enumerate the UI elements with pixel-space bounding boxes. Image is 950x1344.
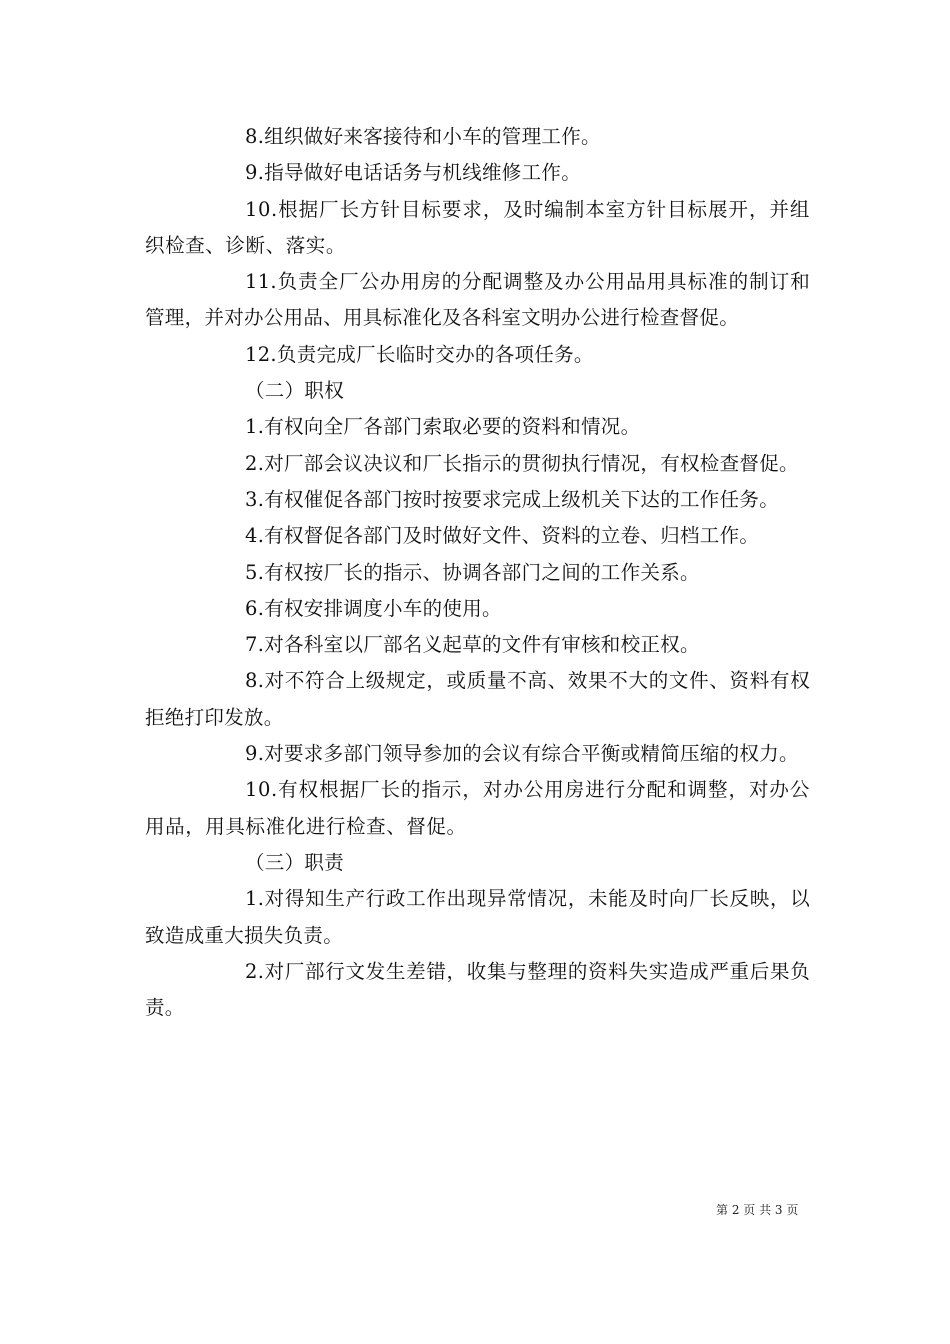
paragraph-authority-10: 10.有权根据厂长的指示，对办公用房进行分配和调整，对办公用品，用具标准化进行检查、督促。 [145,778,810,838]
paragraph-authority-5: 5.有权按厂长的指示、协调各部门之间的工作关系。 [245,560,700,584]
paragraph-authority-2: 2.对厂部会议决议和厂长指示的贯彻执行情况，有权检查督促。 [245,451,799,475]
paragraph-duty-9: 9.指导做好电话话务与机线维修工作。 [245,161,582,185]
paragraph-authority-6: 6.有权安排调度小车的使用。 [245,596,502,620]
document-body [145,119,810,1026]
paragraph-duty-12: 12.负责完成厂长临时交办的各项任务。 [245,342,594,366]
paragraph-duty-11: 11.负责全厂公办用房的分配调整及办公用品用具标准的制订和管理，并对办公用品、用具标准化及各科室文明办公进行检查督促。 [145,270,810,330]
paragraph-responsibility-1: 1.对得知生产行政工作出现异常情况，未能及时向厂长反映，以致造成重大损失负责。 [145,887,810,947]
page-number-footer: 第 2 页 共 3 页 [716,1203,799,1217]
paragraph-duty-10: 10.根据厂长方针目标要求，及时编制本室方针目标展开，并组织检查、诊断、落实。 [145,197,810,257]
paragraph-responsibility-2: 2.对厂部行文发生差错，收集与整理的资料失实造成严重后果负责。 [145,959,810,1020]
paragraph-authority-7: 7.对各科室以厂部名义起草的文件有审核和校正权。 [245,633,700,657]
section-heading-authority: （二）职权 [245,379,345,403]
section-heading-responsibility: （三）职责 [245,850,345,874]
paragraph-authority-1: 1.有权向全厂各部门索取必要的资料和情况。 [245,415,641,439]
paragraph-duty-8: 8.组织做好来客接待和小车的管理工作。 [245,125,601,148]
paragraph-authority-3: 3.有权催促各部门按时按要求完成上级机关下达的工作任务。 [245,487,780,511]
paragraph-authority-8: 8.对不符合上级规定，或质量不高、效果不大的文件、资料有权拒绝打印发放。 [145,669,810,729]
paragraph-authority-9: 9.对要求多部门领导参加的会议有综合平衡或精简压缩的权力。 [245,742,799,766]
paragraph-authority-4: 4.有权督促各部门及时做好文件、资料的立卷、归档工作。 [245,524,760,548]
